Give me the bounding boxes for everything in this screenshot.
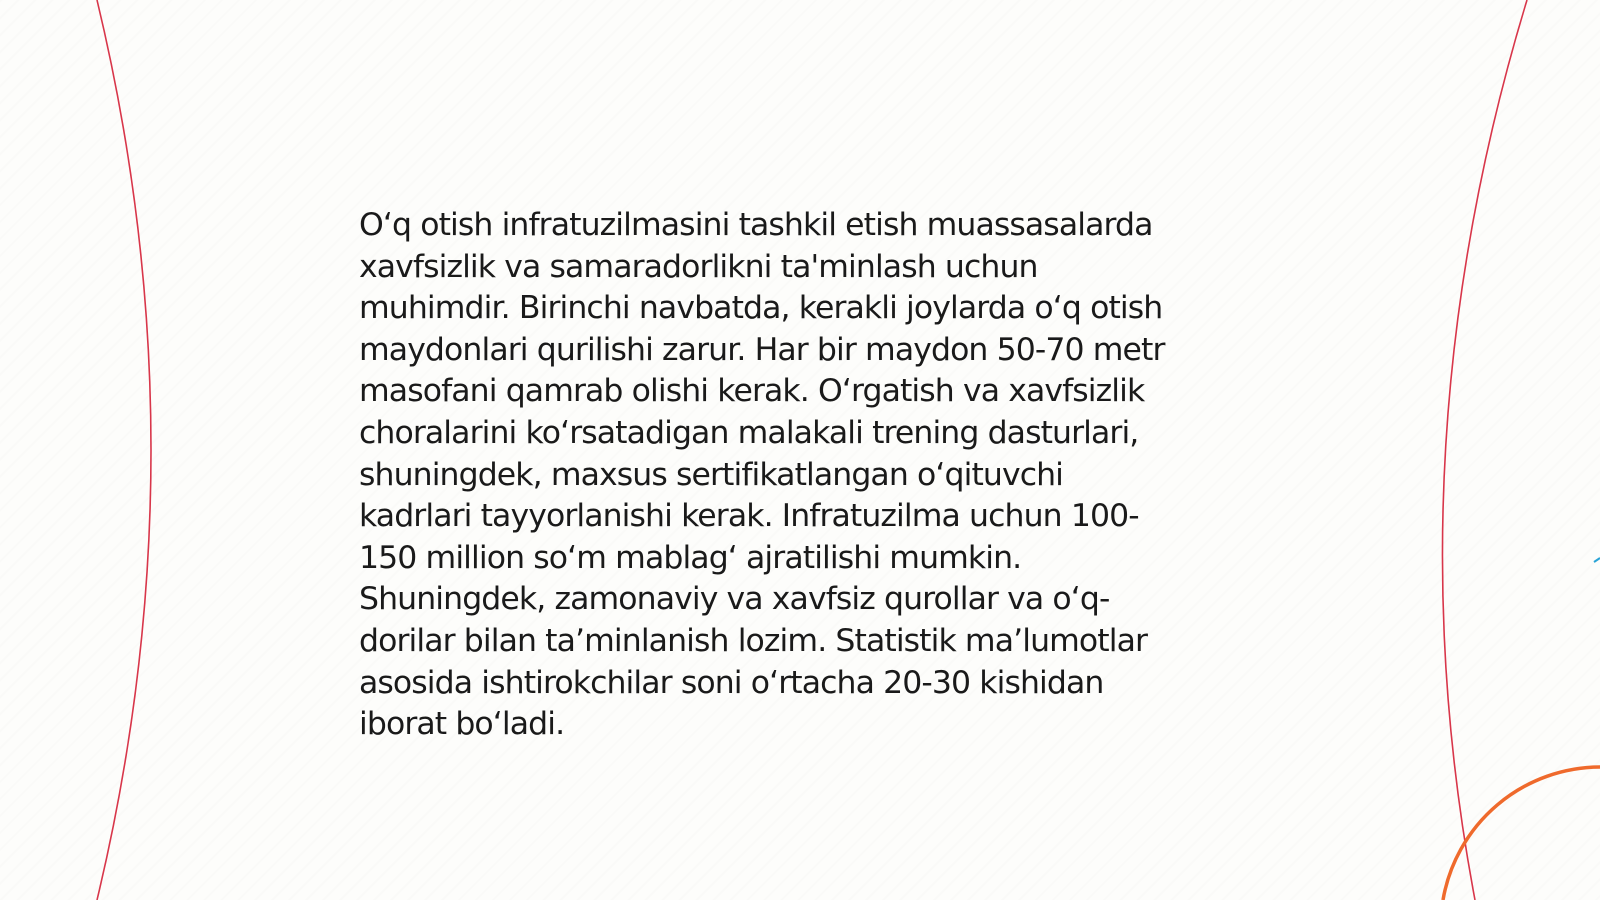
text-line: dorilar bilan ta’minlanish lozim. Statistik ma’lumotlar (359, 622, 1148, 659)
body-paragraph (359, 205, 1259, 746)
text-line: asosida ishtirokchilar soni o‘rtacha 20-30 kishidan (359, 664, 1104, 701)
text-line: choralarini ko‘rsatadigan malakali trening dasturlari, (359, 414, 1139, 451)
text-line: 150 million so‘m mablag‘ ajratilishi mumkin. (359, 539, 1022, 576)
text-line: masofani qamrab olishi kerak. O‘rgatish va xavfsizlik (359, 373, 1145, 410)
blue-tick-mark (1594, 558, 1600, 562)
text-line: shuningdek, maxsus sertifikatlangan o‘qituvchi (359, 456, 1064, 493)
text-line: xavfsizlik va samaradorlikni ta'minlash uchun (359, 248, 1038, 285)
text-line: kadrlari tayyorlanishi kerak. Infratuzilma uchun 100- (359, 498, 1139, 535)
text-line: iborat bo‘ladi. (359, 706, 565, 743)
right-curve-line (1442, 0, 1527, 900)
text-line: maydonlari qurilishi zarur. Har bir maydon 50-70 metr (359, 331, 1165, 368)
text-line: Shuningdek, zamonaviy va xavfsiz qurollar va o‘q- (359, 581, 1110, 618)
left-curve-line (97, 0, 151, 900)
text-line: muhimdir. Birinchi navbatda, kerakli joylarda o‘q otish (359, 290, 1163, 327)
text-content (359, 205, 1259, 746)
orange-arc (1443, 767, 1600, 900)
text-line: O‘q otish infratuzilmasini tashkil etish muassasalarda (359, 207, 1153, 243)
